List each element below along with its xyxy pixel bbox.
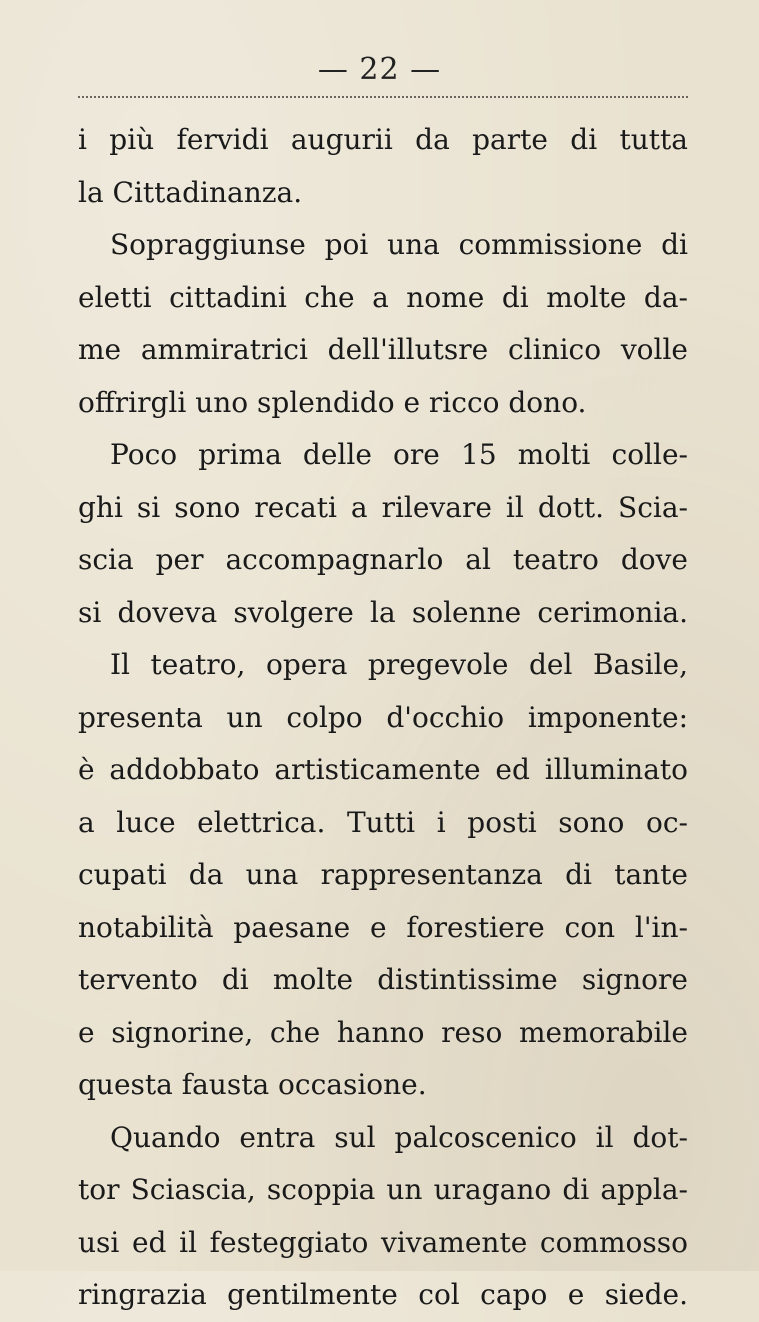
text-line: si doveva svolgere la solenne cerimonia. <box>78 595 688 629</box>
text-line: notabilità paesane e forestiere con l'in- <box>78 910 688 944</box>
text-line: usi ed il festeggiato vivamente commosso <box>78 1225 688 1259</box>
text-line: tervento di molte distintissime signore <box>78 963 688 996</box>
text-line: cupati da una rappresentanza di tante <box>78 858 688 891</box>
text-line: a luce elettrica. Tutti i posti sono oc- <box>78 805 688 839</box>
text-line: la Cittadinanza. <box>78 175 303 209</box>
text-line: Sopraggiunse poi una commissione di <box>110 228 688 261</box>
text-line: eletti cittadini che a nome di molte da- <box>78 280 688 314</box>
header-dotted-rule <box>78 96 688 98</box>
text-line: questa fausta occasione. <box>78 1068 427 1101</box>
text-line: è addobbato artisticamente ed illuminato <box>78 753 688 786</box>
text-line: i più fervidi augurii da parte di tutta <box>78 123 688 156</box>
text-line: Il teatro, opera pregevole del Basile, <box>110 648 688 681</box>
text-line: ghi si sono recati a rilevare il dott. Scia- <box>78 490 688 524</box>
text-line: presenta un colpo d'occhio imponente: <box>78 700 688 734</box>
text-line: tor Sciascia, scoppia un uragano di appla- <box>78 1173 688 1206</box>
body-text <box>78 114 688 1322</box>
text-line: Poco prima delle ore 15 molti colle- <box>110 438 688 471</box>
text-line: e signorine, che hanno reso memorabile <box>78 1015 688 1049</box>
text-line: offrirgli uno splendido e ricco dono. <box>78 385 587 419</box>
page-number: — 22 — <box>317 52 442 87</box>
text-line: Quando entra sul palcoscenico il dot- <box>110 1120 688 1154</box>
text-line: me ammiratrici dell'illutsre clinico volle <box>78 333 688 366</box>
text-line: ringrazia gentilmente col capo e siede. <box>78 1278 688 1311</box>
text-line: scia per accompagnarlo al teatro dove <box>78 543 688 576</box>
